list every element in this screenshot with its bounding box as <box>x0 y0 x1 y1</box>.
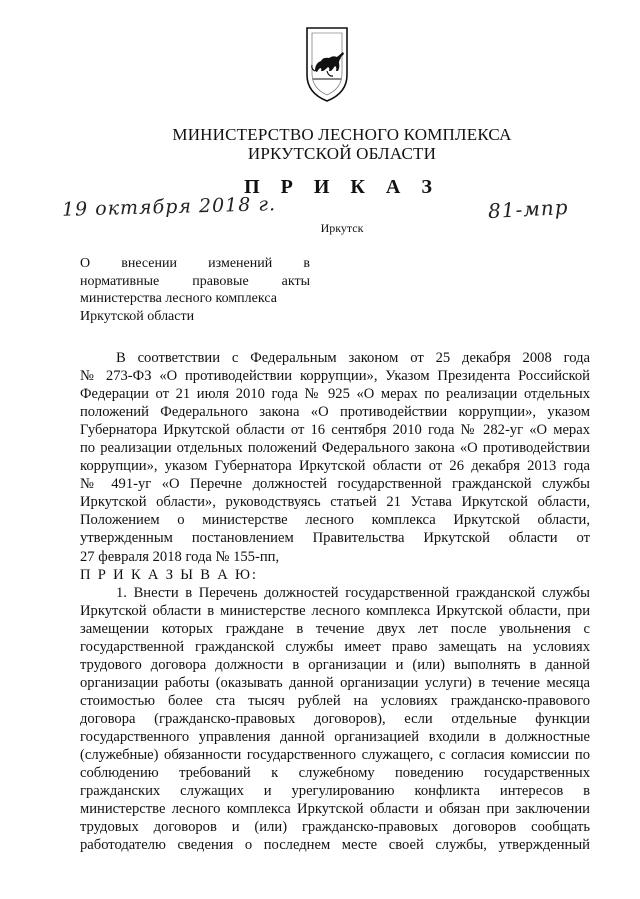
body-line: трудового договора должности в организации и (или) выполнять в данной <box>80 656 590 673</box>
body-line: стоимостью более ста тысяч рублей на условиях гражданско-правового <box>80 692 590 709</box>
document-body <box>80 349 590 854</box>
document-subject <box>80 255 310 325</box>
body-line: 27 февраля 2018 года № 155-пп, <box>80 548 280 565</box>
body-line: В соответствии с Федеральным законом от 25 декабря 2008 года <box>116 350 590 366</box>
body-line: замещении которых граждане в течение двух лет после увольнения с <box>80 620 590 637</box>
body-line: договора (гражданско-правовых договоров), если отдельные функции <box>80 710 590 727</box>
body-line: № 491-уг «О Перечне должностей государственной гражданской службы <box>80 476 590 493</box>
body-line: Иркутской области в министерстве лесного комплекса Иркутской области, при <box>80 602 590 619</box>
body-line: коррупции», указом Губернатора Иркутской области от 26 декабря 2013 года <box>80 458 590 475</box>
body-line: работодателю сведения о последнем месте своей службы, утвержденный <box>80 837 590 854</box>
handwritten-number: 81-мпр <box>487 194 570 224</box>
body-line: Иркутской области», руководствуясь статьей 21 Устава Иркутской области, <box>80 494 590 511</box>
body-line: трудовых договоров и (или) гражданско-правовых договоров сообщать <box>80 819 590 836</box>
body-line: 1. Внести в Перечень должностей государственной гражданской службы <box>116 584 590 601</box>
body-line: государственной гражданской службы имеет право замещать на условиях <box>80 638 590 655</box>
body-line: № 273-ФЗ «О противодействии коррупции», Указом Президента Российской <box>80 368 590 385</box>
body-line: организации работы (оказывать данной организации услуги) в течение месяца <box>80 674 590 691</box>
coat-of-arms-icon <box>303 25 351 103</box>
body-line: Губернатора Иркутской области от 16 сентября 2010 года № 282-уг «О мерах <box>80 422 590 439</box>
subject-line: нормативные правовые акты <box>80 273 310 289</box>
order-keyword: П Р И К А З Ы В А Ю: <box>80 566 258 583</box>
ministry-name-line2: ИРКУТСКОЙ ОБЛАСТИ <box>247 144 437 163</box>
ministry-name-line1: МИНИСТЕРСТВО ЛЕСНОГО КОМПЛЕКСА <box>172 125 512 144</box>
body-line: (служебные) обязанности государственного служащего, с согласия комиссии по <box>80 747 590 764</box>
body-line: гражданских служащих и урегулированию конфликта интересов в <box>80 783 590 800</box>
body-line: министерстве лесного комплекса Иркутской области и обязан при заключении <box>80 801 590 818</box>
body-line: по реализации отдельных положений Федерального закона «О противодействии <box>80 440 590 457</box>
subject-line: О внесении изменений в <box>80 256 310 271</box>
body-line: Положением о министерстве лесного комплекса Иркутской области, <box>80 512 590 529</box>
body-line: соблюдению требований к служебному поведению государственных <box>80 765 590 782</box>
body-line: положений Федерального закона «О противодействии коррупции», указом <box>80 404 590 421</box>
handwritten-date: 19 октября 2018 г. <box>61 193 277 221</box>
body-line: Федерации от 21 июля 2010 года № 925 «О мерах по реализации отдельных <box>80 386 590 403</box>
body-line: утвержденным постановлением Правительства Иркутской области от <box>80 530 590 547</box>
subject-line: министерства лесного комплекса <box>80 291 277 306</box>
subject-line: Иркутской области <box>80 308 195 324</box>
body-line: государственного управления данной организацией входили в должностные <box>80 728 590 745</box>
document-type-title: П Р И К А З <box>244 176 440 198</box>
city-name: Иркутск <box>320 221 364 235</box>
